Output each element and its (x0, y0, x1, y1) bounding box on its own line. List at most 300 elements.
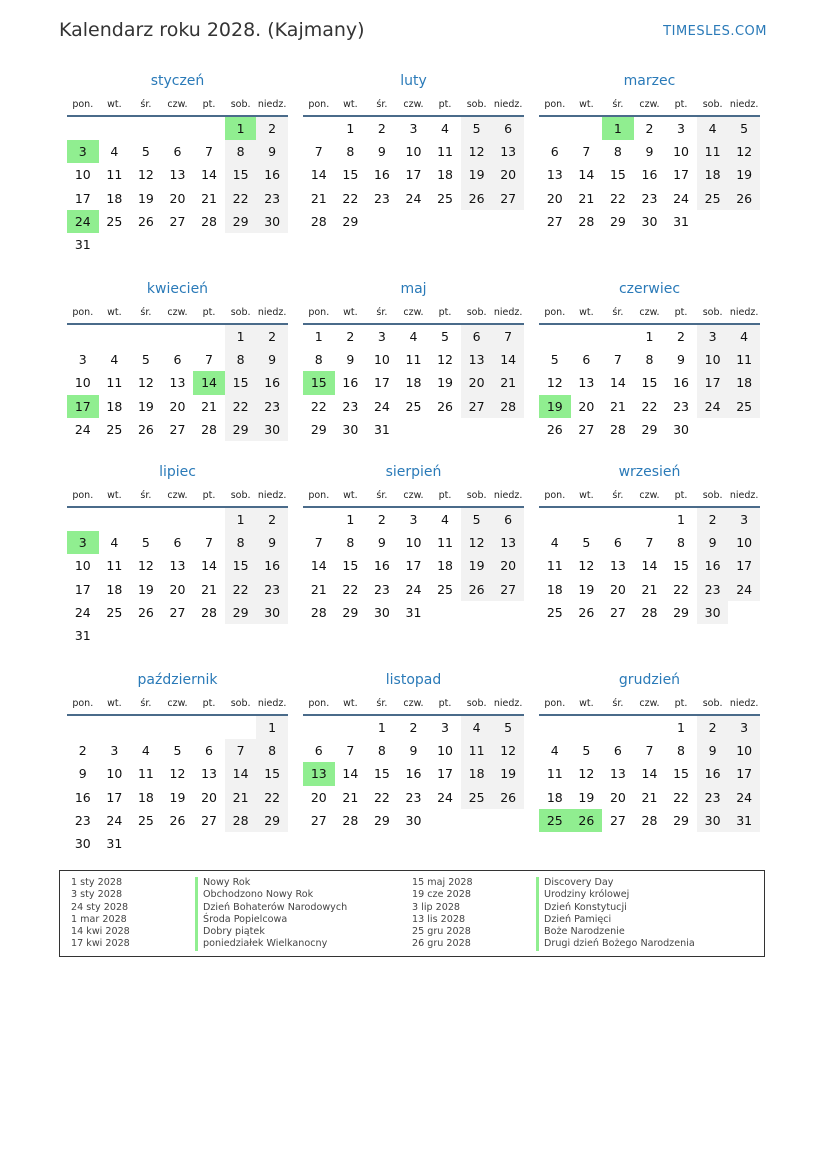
day-cell: 14 (578, 167, 595, 183)
day-cell: 21 (201, 190, 217, 206)
day-cell: 25 (106, 213, 123, 229)
weekday-label: niedz. (493, 698, 523, 709)
page-title: Kalendarz roku 2028. (Kajmany) (59, 19, 365, 41)
day-grid (539, 508, 760, 624)
day-cell: 24 (74, 421, 91, 437)
empty-cell (99, 325, 131, 348)
day-cell: 18 (697, 163, 729, 186)
day-cell: 17 (373, 375, 390, 391)
weekday-label: pt. (674, 99, 688, 110)
day-cell: 1 (677, 720, 685, 736)
weekday-label: pt. (202, 99, 216, 110)
day-cell: 19 (539, 395, 571, 418)
weekday-label: wt. (579, 99, 594, 110)
weekday-label: wt. (579, 490, 594, 501)
day-cell: 20 (169, 190, 186, 206)
weekday-label: czw. (167, 307, 188, 318)
weekday-label: sob. (466, 307, 487, 318)
day-cell: 9 (409, 743, 418, 759)
day-cell: 2 (256, 508, 288, 531)
month-block (67, 671, 288, 855)
day-cell: 11 (137, 766, 154, 782)
weekday-label: czw. (403, 698, 424, 709)
day-cell: 15 (225, 554, 257, 577)
day-cell: 12 (169, 766, 186, 782)
empty-cell (130, 508, 162, 531)
day-cell: 8 (256, 739, 288, 762)
day-cell: 8 (225, 531, 257, 554)
weekday-label: czw. (167, 99, 188, 110)
day-cell: 11 (106, 375, 123, 391)
day-cell: 16 (697, 554, 729, 577)
day-cell: 18 (106, 398, 123, 414)
day-cell: 21 (225, 786, 257, 809)
empty-cell (602, 716, 634, 739)
day-cell: 24 (373, 398, 390, 414)
day-cell: 5 (550, 352, 559, 368)
day-cell: 24 (697, 395, 729, 418)
empty-cell (193, 624, 225, 647)
day-cell: 30 (256, 418, 288, 441)
day-cell: 14 (310, 558, 327, 574)
day-cell: 3 (67, 531, 99, 554)
empty-cell (130, 832, 162, 855)
empty-cell (492, 210, 524, 233)
empty-cell (303, 117, 335, 140)
day-cell: 16 (697, 762, 729, 785)
day-cell: 3 (78, 352, 87, 368)
weekday-header (67, 489, 288, 508)
day-cell: 18 (728, 371, 760, 394)
day-cell: 28 (492, 395, 524, 418)
empty-cell (193, 832, 225, 855)
day-cell: 23 (256, 578, 288, 601)
day-cell: 19 (492, 762, 524, 785)
weekday-label: pt. (674, 490, 688, 501)
legend-entry: 17 kwi 2028 (71, 938, 130, 950)
day-cell: 18 (546, 581, 563, 597)
day-cell: 7 (492, 325, 524, 348)
empty-cell (67, 508, 99, 531)
weekday-label: wt. (107, 698, 122, 709)
empty-cell (67, 716, 99, 739)
day-cell: 28 (578, 213, 595, 229)
day-cell: 15 (303, 371, 335, 394)
day-cell: 1 (645, 329, 654, 345)
day-cell: 24 (74, 604, 91, 620)
day-cell: 11 (437, 535, 453, 551)
day-cell: 2 (78, 743, 87, 759)
day-cell: 1 (225, 117, 257, 140)
legend-entry: 25 gru 2028 (412, 926, 471, 938)
day-cell: 10 (437, 743, 453, 759)
weekday-label: wt. (107, 307, 122, 318)
weekday-label: niedz. (729, 490, 759, 501)
weekday-label: śr. (612, 99, 624, 110)
day-cell: 15 (256, 762, 288, 785)
day-cell: 10 (673, 144, 689, 160)
day-cell: 31 (74, 628, 91, 644)
weekday-label: niedz. (257, 307, 287, 318)
day-cell: 24 (437, 789, 453, 805)
day-cell: 11 (728, 348, 760, 371)
day-cell: 4 (409, 329, 418, 345)
day-cell: 24 (728, 786, 760, 809)
month-name: sierpień (385, 464, 442, 480)
day-cell: 7 (314, 535, 323, 551)
day-cell: 9 (677, 352, 685, 368)
day-cell: 7 (645, 743, 654, 759)
day-cell: 16 (673, 375, 689, 391)
day-cell: 11 (461, 739, 493, 762)
empty-cell (634, 508, 666, 531)
legend-entry: 15 maj 2028 (412, 877, 473, 888)
weekday-label: wt. (343, 490, 358, 501)
day-cell: 11 (546, 766, 563, 782)
day-cell: 28 (609, 421, 626, 437)
day-cell: 22 (641, 398, 658, 414)
empty-cell (162, 624, 194, 647)
empty-cell (162, 325, 194, 348)
empty-cell (461, 210, 493, 233)
empty-cell (539, 325, 571, 348)
day-cell: 14 (193, 371, 225, 394)
day-cell: 20 (492, 163, 524, 186)
empty-cell (539, 117, 571, 140)
day-cell: 27 (169, 213, 186, 229)
day-cell: 31 (728, 809, 760, 832)
day-cell: 16 (641, 167, 658, 183)
day-cell: 26 (728, 187, 760, 210)
day-cell: 22 (310, 398, 327, 414)
empty-cell (67, 325, 99, 348)
day-cell: 28 (201, 213, 217, 229)
day-grid (67, 716, 288, 855)
day-cell: 24 (405, 581, 422, 597)
day-cell: 27 (169, 421, 186, 437)
legend-entry: 1 mar 2028 (71, 913, 127, 925)
day-cell: 24 (67, 210, 99, 233)
day-cell: 17 (74, 581, 91, 597)
day-cell: 8 (377, 743, 386, 759)
day-grid (303, 508, 524, 624)
day-cell: 1 (346, 121, 355, 137)
day-cell: 24 (405, 190, 422, 206)
weekday-label: śr. (376, 99, 388, 110)
empty-cell (225, 624, 257, 647)
weekday-label: śr. (140, 307, 152, 318)
day-cell: 22 (225, 395, 257, 418)
empty-cell (571, 325, 603, 348)
weekday-label: niedz. (257, 490, 287, 501)
day-cell: 27 (492, 187, 524, 210)
legend-entry: 26 gru 2028 (412, 938, 471, 950)
legend-entry: Boże Narodzenie (536, 926, 695, 938)
weekday-label: wt. (343, 99, 358, 110)
day-cell: 21 (492, 371, 524, 394)
day-cell: 8 (645, 352, 654, 368)
empty-cell (193, 325, 225, 348)
empty-cell (193, 117, 225, 140)
day-cell: 11 (405, 352, 422, 368)
day-cell: 17 (67, 395, 99, 418)
day-cell: 25 (697, 187, 729, 210)
month-name: maj (400, 281, 427, 297)
day-cell: 21 (641, 789, 658, 805)
day-cell: 18 (106, 581, 123, 597)
day-cell: 23 (697, 578, 729, 601)
day-cell: 28 (342, 812, 359, 828)
weekday-label: sob. (230, 698, 251, 709)
day-cell: 11 (437, 144, 453, 160)
day-cell: 12 (137, 558, 154, 574)
weekday-label: pt. (438, 307, 452, 318)
weekday-label: pt. (202, 307, 216, 318)
empty-cell (539, 716, 571, 739)
day-cell: 7 (582, 144, 591, 160)
day-cell: 5 (173, 743, 182, 759)
day-cell: 20 (546, 190, 563, 206)
day-cell: 15 (225, 163, 257, 186)
weekday-label: pt. (438, 698, 452, 709)
day-cell: 22 (225, 578, 257, 601)
day-grid (67, 117, 288, 256)
day-cell: 6 (173, 535, 182, 551)
day-cell: 19 (728, 163, 760, 186)
month-block (303, 72, 524, 233)
day-cell: 7 (205, 352, 213, 368)
legend-entry: Discovery Day (536, 877, 695, 889)
weekday-label: pon. (308, 307, 330, 318)
day-cell: 1 (314, 329, 323, 345)
day-cell: 9 (697, 739, 729, 762)
weekday-label: czw. (403, 307, 424, 318)
day-grid (539, 117, 760, 233)
day-cell: 15 (609, 167, 626, 183)
empty-cell (193, 716, 225, 739)
day-cell: 8 (346, 144, 355, 160)
weekday-label: sob. (702, 490, 723, 501)
day-cell: 13 (201, 766, 217, 782)
day-cell: 26 (492, 786, 524, 809)
weekday-label: pon. (544, 698, 566, 709)
day-cell: 4 (441, 512, 449, 528)
day-cell: 4 (110, 535, 119, 551)
weekday-label: niedz. (493, 490, 523, 501)
empty-cell (398, 418, 430, 441)
weekday-header (67, 306, 288, 325)
day-cell: 23 (673, 398, 689, 414)
day-cell: 29 (673, 604, 689, 620)
day-cell: 2 (697, 716, 729, 739)
day-cell: 14 (641, 558, 658, 574)
empty-cell (99, 233, 131, 256)
month-name: październik (137, 672, 218, 688)
weekday-label: niedz. (257, 698, 287, 709)
empty-cell (697, 210, 729, 233)
day-cell: 13 (169, 558, 186, 574)
day-cell: 1 (377, 720, 386, 736)
day-cell: 29 (641, 421, 658, 437)
empty-cell (162, 508, 194, 531)
day-cell: 20 (578, 398, 595, 414)
day-grid (67, 325, 288, 441)
day-cell: 2 (377, 121, 386, 137)
day-cell: 25 (137, 812, 154, 828)
day-cell: 26 (461, 187, 493, 210)
day-cell: 18 (437, 167, 453, 183)
brand-link[interactable]: TIMESLES.COM (663, 24, 767, 39)
day-cell: 16 (256, 371, 288, 394)
day-cell: 4 (110, 144, 119, 160)
empty-cell (225, 832, 257, 855)
day-cell: 8 (677, 743, 685, 759)
weekday-label: pt. (438, 99, 452, 110)
day-cell: 26 (578, 604, 595, 620)
weekday-label: śr. (140, 99, 152, 110)
day-cell: 26 (137, 604, 154, 620)
day-cell: 10 (697, 348, 729, 371)
day-cell: 7 (205, 535, 213, 551)
weekday-header (539, 697, 760, 716)
day-cell: 3 (67, 140, 99, 163)
day-cell: 23 (256, 187, 288, 210)
legend-entry: poniedziałek Wielkanocny (195, 938, 347, 950)
day-cell: 21 (310, 190, 327, 206)
day-cell: 27 (310, 812, 327, 828)
day-cell: 4 (697, 117, 729, 140)
legend-entry: 1 sty 2028 (71, 877, 123, 888)
day-cell: 9 (256, 348, 288, 371)
weekday-label: czw. (639, 307, 660, 318)
day-cell: 16 (256, 163, 288, 186)
day-cell: 30 (342, 421, 359, 437)
empty-cell (162, 832, 194, 855)
day-cell: 16 (373, 167, 390, 183)
day-cell: 24 (728, 578, 760, 601)
day-cell: 9 (78, 766, 87, 782)
empty-cell (366, 210, 398, 233)
day-cell: 20 (201, 789, 217, 805)
legend-entry: Obchodzono Nowy Rok (195, 889, 347, 901)
day-cell: 17 (673, 167, 689, 183)
weekday-label: pon. (544, 490, 566, 501)
day-cell: 27 (492, 578, 524, 601)
day-cell: 10 (74, 375, 91, 391)
weekday-label: sob. (702, 698, 723, 709)
day-cell: 17 (437, 766, 453, 782)
day-cell: 25 (437, 581, 453, 597)
day-cell: 29 (673, 812, 689, 828)
day-cell: 7 (645, 535, 654, 551)
weekday-label: wt. (343, 307, 358, 318)
empty-cell (67, 117, 99, 140)
day-cell: 3 (441, 720, 449, 736)
empty-cell (429, 809, 461, 832)
day-cell: 14 (201, 558, 217, 574)
day-cell: 18 (461, 762, 493, 785)
day-cell: 1 (602, 117, 634, 140)
day-cell: 29 (225, 210, 257, 233)
day-cell: 11 (106, 558, 123, 574)
day-cell: 27 (578, 421, 595, 437)
empty-cell (492, 809, 524, 832)
day-cell: 2 (377, 512, 386, 528)
empty-cell (697, 418, 729, 441)
day-cell: 17 (405, 558, 422, 574)
empty-cell (130, 117, 162, 140)
weekday-header (303, 306, 524, 325)
empty-cell (130, 716, 162, 739)
weekday-label: pt. (674, 698, 688, 709)
day-cell: 10 (74, 167, 91, 183)
day-cell: 18 (106, 190, 123, 206)
month-block (539, 280, 760, 441)
day-cell: 17 (728, 762, 760, 785)
day-cell: 22 (673, 581, 689, 597)
day-cell: 15 (342, 167, 359, 183)
day-cell: 23 (373, 190, 390, 206)
empty-cell (256, 233, 288, 256)
day-cell: 31 (405, 604, 422, 620)
day-cell: 3 (377, 329, 386, 345)
holiday-legend (59, 870, 765, 957)
day-cell: 11 (697, 140, 729, 163)
weekday-label: pon. (544, 307, 566, 318)
month-block (67, 72, 288, 256)
legend-entry: 13 lis 2028 (412, 913, 466, 925)
weekday-label: czw. (167, 698, 188, 709)
day-cell: 27 (461, 395, 493, 418)
day-cell: 21 (310, 581, 327, 597)
day-cell: 27 (609, 604, 626, 620)
empty-cell (492, 601, 524, 624)
day-cell: 29 (609, 213, 626, 229)
legend-entry: Dobry piątek (195, 926, 347, 938)
day-cell: 31 (673, 213, 689, 229)
weekday-header (539, 98, 760, 117)
empty-cell (335, 716, 367, 739)
weekday-label: pon. (308, 698, 330, 709)
weekday-label: pon. (72, 698, 94, 709)
legend-dates-left (71, 877, 130, 951)
day-cell: 27 (201, 812, 217, 828)
day-cell: 3 (697, 325, 729, 348)
day-cell: 4 (141, 743, 150, 759)
weekday-label: pon. (72, 490, 94, 501)
day-cell: 31 (106, 836, 123, 852)
day-cell: 27 (609, 812, 626, 828)
day-cell: 11 (106, 167, 123, 183)
day-cell: 1 (256, 716, 288, 739)
day-cell: 31 (373, 421, 390, 437)
weekday-header (303, 697, 524, 716)
day-cell: 30 (697, 809, 729, 832)
empty-cell (256, 832, 288, 855)
day-cell: 20 (609, 789, 626, 805)
day-cell: 30 (405, 812, 422, 828)
weekday-label: śr. (376, 490, 388, 501)
empty-cell (99, 624, 131, 647)
day-cell: 26 (137, 421, 154, 437)
weekday-header (303, 98, 524, 117)
weekday-label: pon. (72, 99, 94, 110)
weekday-label: pon. (544, 99, 566, 110)
day-cell: 2 (409, 720, 418, 736)
day-cell: 19 (461, 554, 493, 577)
month-name: kwiecień (146, 281, 209, 297)
day-cell: 10 (728, 531, 760, 554)
